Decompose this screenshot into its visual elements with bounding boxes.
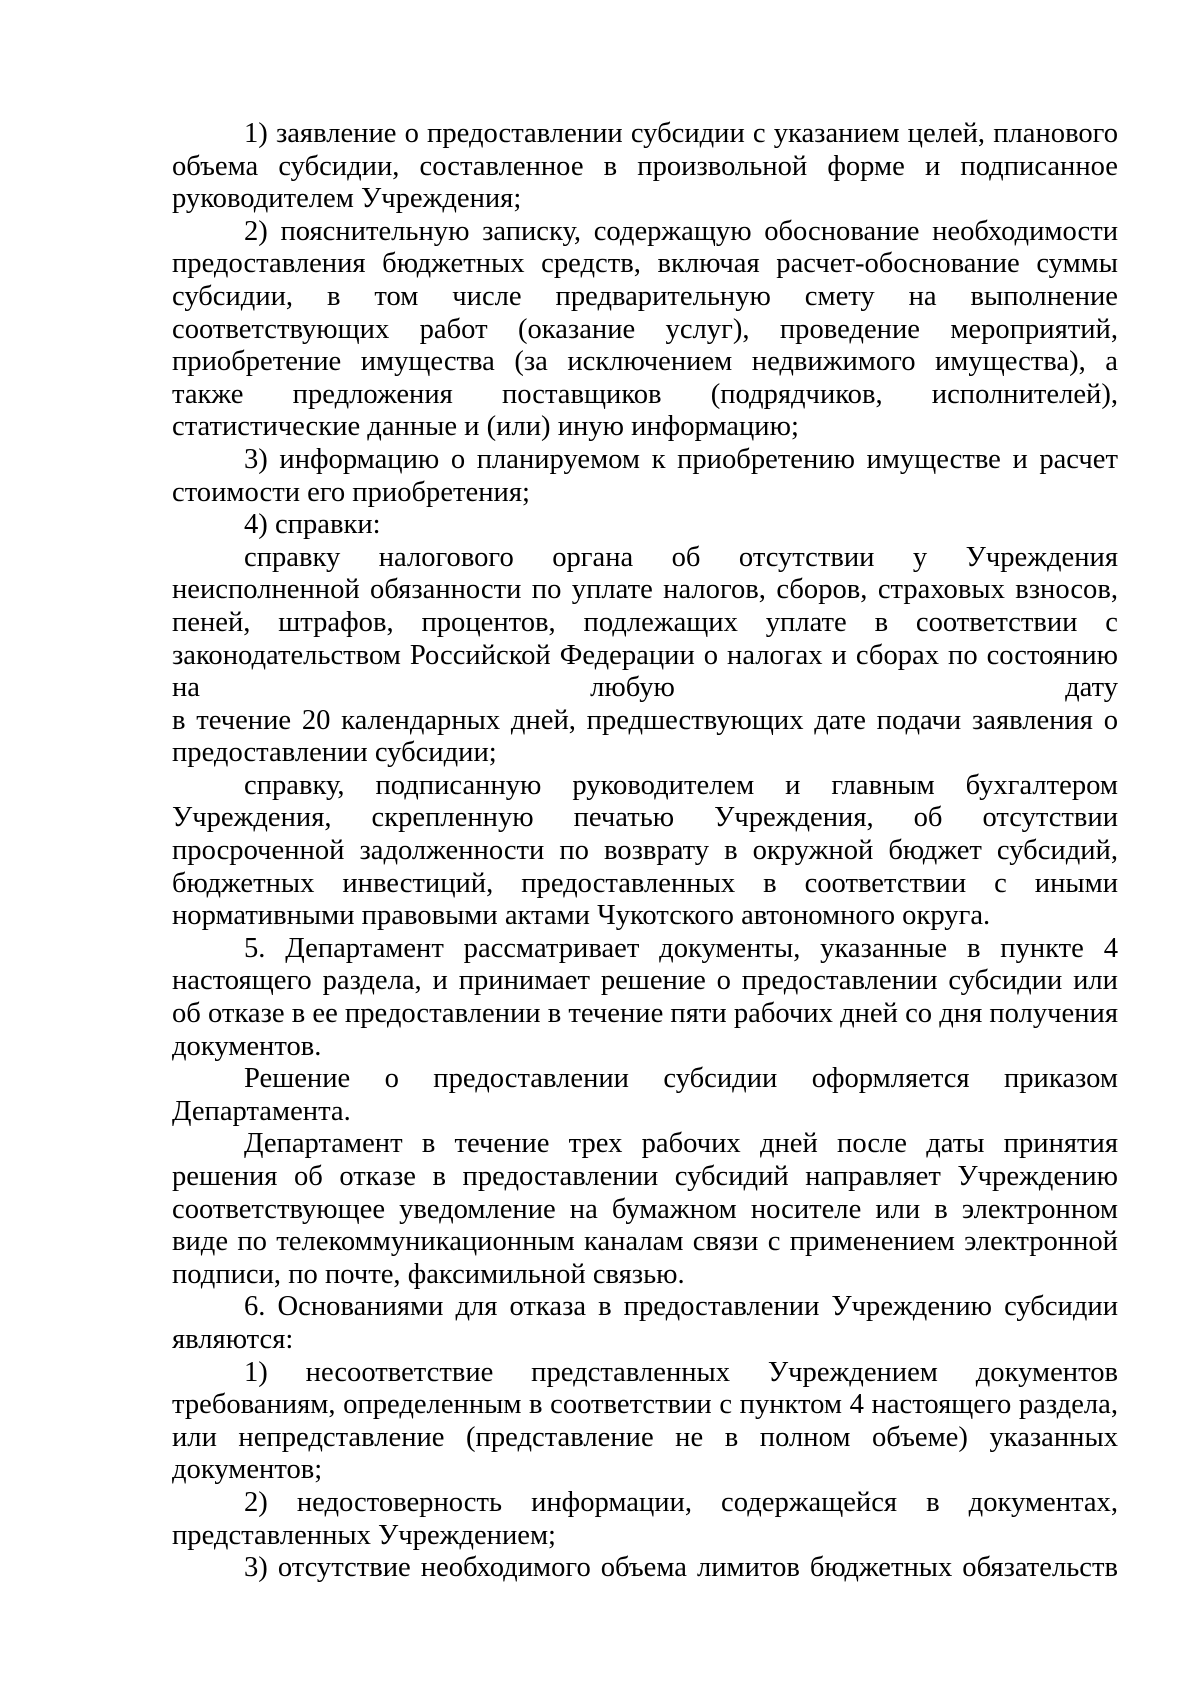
paragraph-application: 1) заявление о предоставлении субсидии с указанием целей, планового объема субсидии, составленное в произвольной форме и подписанное руководителем Учреждения;: [172, 118, 1118, 215]
paragraph-ground-2: 2) недостоверность информации, содержащейся в документах, представленных Учреждением;: [172, 1486, 1118, 1551]
paragraph-item-5: 5. Департамент рассматривает документы, указанные в пункте 4 настоящего раздела, и принимает решение о предоставлении субсидии или об отказе в ее предоставлении в течение пяти рабочих дней со дня получения документов.: [172, 932, 1118, 1062]
paragraph-explanatory-note: 2) пояснительную записку, содержащую обоснование необходимости предоставления бюджетных средств, включая расчет-обоснование суммы субсидии, в том числе предварительную смету на выполнение соответствующих работ (оказание услуг), проведение мероприятий, приобретение имущества (за исключением недвижимого имущества), а также предложения поставщиков (подрядчиков, исполнителей), статистические данные и (или) иную информацию;: [172, 215, 1118, 443]
paragraph-certificates-heading: 4) справки:: [244, 509, 381, 541]
document-body: [172, 118, 1118, 1585]
paragraph-tax-certificate-continuation: в течение 20 календарных дней, предшествующих дате подачи заявления о предоставлении субсидии;: [172, 704, 1118, 769]
paragraph-tax-certificate: справку налогового органа об отсутствии у Учреждения неисполненной обязанности по уплате налогов, сборов, страховых взносов, пеней, штрафов, процентов, подлежащих уплате в соответствии с законодательством Российской Федерации о налогах и сборах по состоянию на любую дату: [172, 541, 1118, 704]
paragraph-ground-3: 3) отсутствие необходимого объема лимитов бюджетных обязательств: [244, 1552, 1118, 1584]
paragraph-ground-1: 1) несоответствие представленных Учреждением документов требованиям, определенным в соответствии с пунктом 4 настоящего раздела, или непредставление (представление не в полном объеме) указанных документов;: [172, 1356, 1118, 1486]
paragraph-refusal-notice: Департамент в течение трех рабочих дней после даты принятия решения об отказе в предоставлении субсидий направляет Учреждению соответствующее уведомление на бумажном носителе или в электронном виде по телекоммуникационным каналам связи с применением электронной подписи, по почте, факсимильной связью.: [172, 1128, 1118, 1290]
paragraph-item-6: 6. Основаниями для отказа в предоставлении Учреждению субсидии являются:: [172, 1291, 1118, 1355]
paragraph-property-info: 3) информацию о планируемом к приобретению имуществе и расчет стоимости его приобретения;: [172, 443, 1118, 508]
paragraph-decision: Решение о предоставлении субсидии оформляется приказом Департамента.: [172, 1063, 1118, 1127]
paragraph-debt-certificate: справку, подписанную руководителем и главным бухгалтером Учреждения, скрепленную печатью Учреждения, об отсутствии просроченной задолженности по возврату в окружной бюджет субсидий, бюджетных инвестиций, предоставленных в соответствии с иными нормативными правовыми актами Чукотского автономного округа.: [172, 769, 1118, 932]
